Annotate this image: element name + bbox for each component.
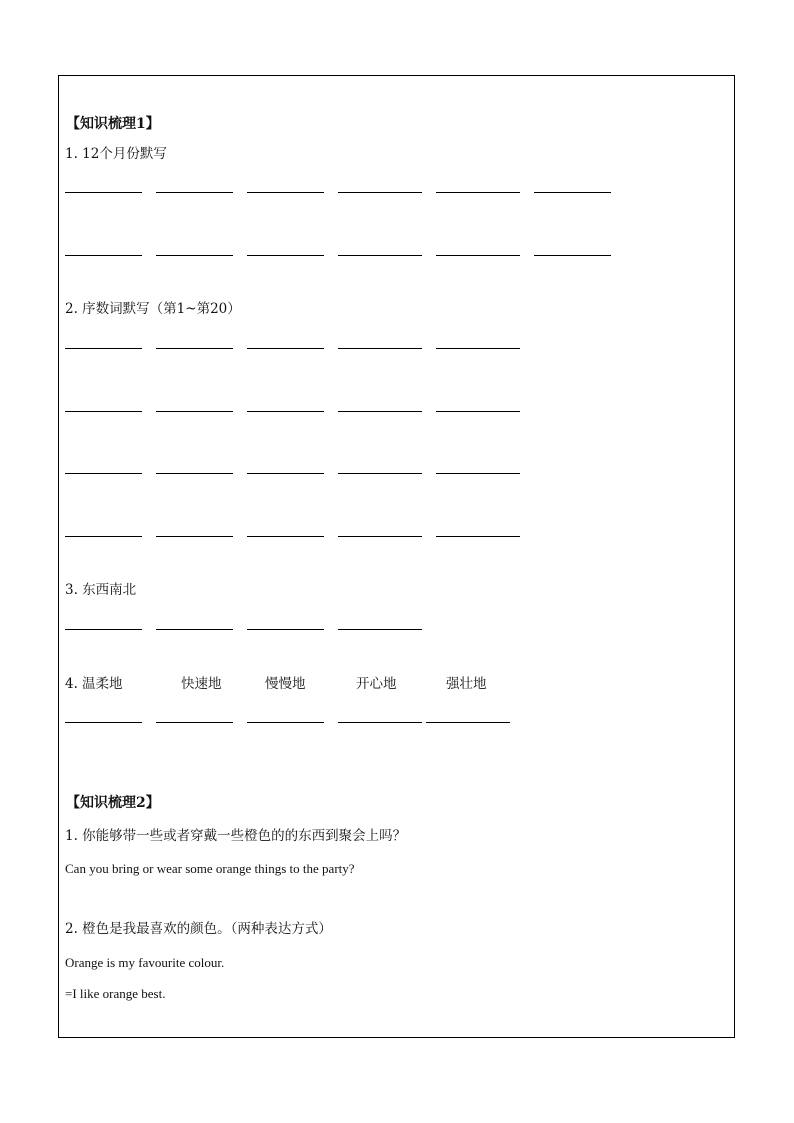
section1-heading: 【知识梳理1】 bbox=[66, 116, 160, 132]
s2-q1-chinese: 1. 你能够带一些或者穿戴一些橙色的的东西到聚会上吗？ bbox=[65, 828, 407, 844]
month-answer-line[interactable] bbox=[156, 255, 233, 256]
month-answer-line[interactable] bbox=[338, 255, 422, 256]
ordinal-answer-line[interactable] bbox=[65, 348, 142, 349]
ordinal-answer-line[interactable] bbox=[247, 473, 324, 474]
ordinal-answer-line[interactable] bbox=[156, 411, 233, 412]
worksheet-frame bbox=[58, 75, 735, 1038]
ordinal-answer-line[interactable] bbox=[65, 473, 142, 474]
q1-months-prompt: 1. 12个月份默写 bbox=[65, 146, 167, 162]
adverb-prompt: 快速地 bbox=[181, 676, 222, 692]
section2-heading: 【知识梳理2】 bbox=[66, 795, 160, 811]
direction-answer-line[interactable] bbox=[65, 629, 142, 630]
ordinal-answer-line[interactable] bbox=[156, 348, 233, 349]
ordinal-answer-line[interactable] bbox=[247, 411, 324, 412]
ordinal-answer-line[interactable] bbox=[436, 411, 520, 412]
adverb-answer-line[interactable] bbox=[247, 722, 324, 723]
direction-answer-line[interactable] bbox=[338, 629, 422, 630]
direction-answer-line[interactable] bbox=[156, 629, 233, 630]
month-answer-line[interactable] bbox=[436, 192, 520, 193]
adverb-answer-line[interactable] bbox=[338, 722, 422, 723]
adverb-prompt: 慢慢地 bbox=[265, 676, 306, 692]
s2-q2-english-a: Orange is my favourite colour. bbox=[65, 955, 225, 970]
adverb-answer-line[interactable] bbox=[426, 722, 510, 723]
month-answer-line[interactable] bbox=[534, 255, 611, 256]
month-answer-line[interactable] bbox=[156, 192, 233, 193]
ordinal-answer-line[interactable] bbox=[436, 536, 520, 537]
adverb-answer-line[interactable] bbox=[65, 722, 142, 723]
ordinal-answer-line[interactable] bbox=[338, 536, 422, 537]
ordinal-answer-line[interactable] bbox=[338, 348, 422, 349]
ordinal-answer-line[interactable] bbox=[156, 473, 233, 474]
month-answer-line[interactable] bbox=[534, 192, 611, 193]
ordinal-answer-line[interactable] bbox=[436, 473, 520, 474]
q2-ordinals-prompt: 2. 序数词默写（第1~第20） bbox=[65, 301, 241, 317]
month-answer-line[interactable] bbox=[247, 192, 324, 193]
ordinal-answer-line[interactable] bbox=[436, 348, 520, 349]
direction-answer-line[interactable] bbox=[247, 629, 324, 630]
ordinal-answer-line[interactable] bbox=[247, 348, 324, 349]
month-answer-line[interactable] bbox=[247, 255, 324, 256]
q3-directions-prompt: 3. 东西南北 bbox=[65, 582, 137, 598]
month-answer-line[interactable] bbox=[338, 192, 422, 193]
q4-number: 4. bbox=[65, 676, 78, 692]
s2-q1-english: Can you bring or wear some orange things to the party? bbox=[65, 861, 355, 876]
s2-q2-chinese: 2. 橙色是我最喜欢的颜色。（两种表达方式） bbox=[65, 921, 332, 937]
adverb-answer-line[interactable] bbox=[156, 722, 233, 723]
ordinal-answer-line[interactable] bbox=[65, 536, 142, 537]
month-answer-line[interactable] bbox=[65, 255, 142, 256]
ordinal-answer-line[interactable] bbox=[247, 536, 324, 537]
month-answer-line[interactable] bbox=[65, 192, 142, 193]
month-answer-line[interactable] bbox=[436, 255, 520, 256]
adverb-prompt: 温柔地 bbox=[82, 676, 123, 692]
adverb-prompt: 强壮地 bbox=[446, 676, 487, 692]
ordinal-answer-line[interactable] bbox=[338, 473, 422, 474]
ordinal-answer-line[interactable] bbox=[65, 411, 142, 412]
ordinal-answer-line[interactable] bbox=[156, 536, 233, 537]
adverb-prompt: 开心地 bbox=[356, 676, 397, 692]
ordinal-answer-line[interactable] bbox=[338, 411, 422, 412]
s2-q2-english-b: =I like orange best. bbox=[65, 986, 166, 1001]
